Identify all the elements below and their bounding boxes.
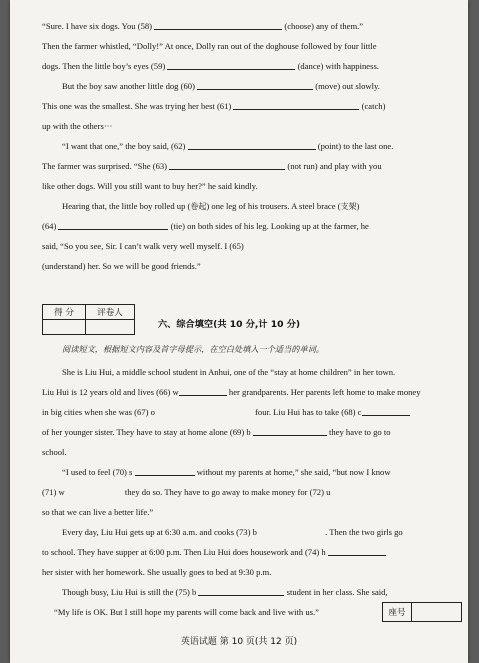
exam-page	[10, 0, 468, 663]
passage-line: “I used to feel (70) s without my parents at home,” she said, “but now I know	[62, 467, 391, 477]
passage-line: so that we can live a better life.”	[42, 507, 154, 517]
section-title: 六、综合填空(共 10 分,计 10 分)	[158, 319, 301, 330]
blank-63[interactable]	[169, 160, 285, 170]
blank-58[interactable]	[154, 20, 282, 30]
passage-line: She is Liu Hui, a middle school student in Anhui, one of the “stay at home children” in her town.	[62, 367, 396, 377]
seat-number-box	[382, 602, 462, 622]
passage-line: The farmer was surprised. “She (63) (not run) and play with you	[42, 161, 382, 171]
passage-line: “Sure. I have six dogs. You (58) (choose) any of them.”	[42, 21, 364, 31]
grader-label: 评卷人	[86, 305, 135, 320]
seat-number-field[interactable]	[412, 603, 461, 621]
passage-line: Liu Hui is 12 years old and lives (66) w her grandparents. Her parents left home to make money	[42, 387, 421, 397]
score-cell[interactable]	[43, 320, 86, 335]
blank-69[interactable]	[253, 426, 327, 436]
blank-60[interactable]	[197, 80, 313, 90]
passage-line: in big cities when she was (67) o four. Liu Hui has to take (68) c	[42, 406, 462, 418]
passage-line: said, “So you see, Sir. I can’t walk very well myself. I (65)	[42, 241, 244, 251]
passage-line: school.	[42, 447, 67, 457]
blank-70[interactable]	[135, 466, 195, 476]
passage-line: But the boy saw another little dog (60) (move) out slowly.	[62, 81, 380, 91]
seat-label: 座号	[383, 603, 412, 621]
passage-line: Every day, Liu Hui gets up at 6:30 a.m. and cooks (73) b . Then the two girls go	[62, 527, 403, 537]
score-table	[42, 304, 135, 335]
section-instruction: 阅读短文，根据短文内容及首字母提示，在空白处填入一个适当的单词。	[62, 344, 325, 354]
passage-line: (71) w they do so. They have to go away to make money for (72) u	[42, 487, 331, 497]
blank-61[interactable]	[233, 100, 359, 110]
passage-line: Hearing that, the little boy rolled up (卷起) one leg of his trousers. A steel brace (支架)	[62, 201, 360, 211]
blank-62[interactable]	[188, 140, 316, 150]
passage-line: like other dogs. Will you still want to buy her?” he said kindly.	[42, 181, 258, 191]
passage-line: to school. They have supper at 6:00 p.m. Then Liu Hui does housework and (74) h	[42, 546, 462, 558]
page-footer: 英语试题 第 10 页(共 12 页)	[180, 637, 298, 647]
passage-line: “I want that one,” the boy said, (62) (point) to the last one.	[62, 141, 394, 151]
blank-64[interactable]	[58, 220, 168, 230]
grader-cell[interactable]	[86, 320, 135, 335]
passage-line: dogs. Then the little boy’s eyes (59) (dance) with happiness.	[42, 61, 379, 71]
blank-74[interactable]	[328, 546, 386, 556]
blank-75[interactable]	[198, 586, 284, 596]
passage-line: up with the others···	[42, 121, 113, 131]
score-label: 得 分	[43, 305, 86, 320]
passage-line: of her younger sister. They have to stay at home alone (69) b they have to go to	[42, 427, 391, 437]
blank-68[interactable]	[362, 406, 410, 416]
passage-line: “My life is OK. But I still hope my parents will come back and live with us.”	[54, 607, 319, 617]
passage-line: (understand) her. So we will be good friends.”	[42, 261, 201, 271]
passage-line: Though busy, Liu Hui is still the (75) b student in her class. She said,	[62, 587, 388, 597]
passage-line: Then the farmer whistled, “Dolly!” At once, Dolly ran out of the doghouse followed by four little	[42, 41, 377, 51]
passage-line: This one was the smallest. She was trying her best (61) (catch)	[42, 101, 386, 111]
passage-line: her sister with her homework. She usually goes to bed at 9:30 p.m.	[42, 567, 272, 577]
blank-59[interactable]	[167, 60, 295, 70]
blank-66[interactable]	[179, 386, 227, 396]
passage-line: (64) (tie) on both sides of his leg. Looking up at the farmer, he	[42, 221, 369, 231]
